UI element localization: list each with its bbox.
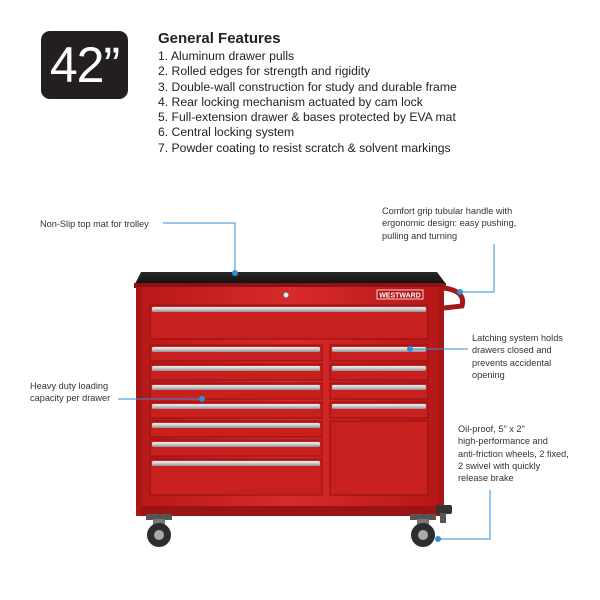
- feature-item: 6. Central locking system: [158, 125, 295, 140]
- brand-logo: WESTWARD: [379, 292, 421, 300]
- drawer-pull: [152, 423, 320, 428]
- callout-line-text: opening: [472, 369, 505, 380]
- feature-item: 5. Full-extension drawer & bases protected by EVA mat: [158, 110, 456, 125]
- leader-dot: [233, 271, 238, 276]
- leader-handle: [460, 244, 494, 292]
- leader-dot: [436, 537, 441, 542]
- drawer-pull: [152, 347, 320, 352]
- feature-item: 2. Rolled edges for strength and rigidity: [158, 64, 371, 79]
- drawer-pull: [152, 404, 320, 409]
- leader-dot: [200, 397, 205, 402]
- feature-item: 4. Rear locking mechanism actuated by cam lock: [158, 94, 423, 109]
- feature-item: 1. Aluminum drawer pulls: [158, 49, 295, 63]
- callout-line-text: pulling and turning: [382, 230, 458, 241]
- top-mat: [135, 272, 446, 284]
- callout-line-text: Comfort grip tubular handle with: [382, 206, 513, 216]
- callout-line-text: Heavy duty loading: [30, 381, 109, 391]
- drawer-pull: [332, 366, 426, 371]
- drawer-pull: [152, 385, 320, 390]
- feature-item: 7. Powder coating to resist scratch & solvent markings: [158, 140, 451, 155]
- drawer-pull: [332, 385, 426, 390]
- drawer-pull: [152, 307, 426, 312]
- caster-brake-icon: [436, 505, 452, 523]
- leader-top-mat: [163, 223, 235, 273]
- callout-line-text: drawers closed and: [472, 345, 552, 356]
- cabinet-right-edge: [438, 287, 444, 516]
- callout-line-text: ergonomic design: easy pushing,: [382, 218, 517, 229]
- leader-dot: [458, 290, 463, 295]
- drawer-pull: [152, 442, 320, 447]
- drawer-pull: [152, 366, 320, 371]
- callout-line-text: Non-Slip top mat for trolley: [40, 219, 149, 229]
- drawer-pull: [152, 461, 320, 466]
- callout-line-text: capacity per drawer: [30, 393, 111, 404]
- callout-line-text: high-performance and: [458, 436, 548, 447]
- callout-line-text: anti-friction wheels, 2 fixed,: [458, 448, 569, 459]
- drawer-right-deep: [330, 421, 428, 495]
- callout-line-text: 2 swivel with quickly: [458, 460, 541, 471]
- callout-line-text: Oil-proof, 5" x 2": [458, 424, 525, 434]
- callout-line-text: release brake: [458, 473, 514, 484]
- caster-left-front: [146, 514, 172, 547]
- cabinet-left-edge: [136, 287, 142, 516]
- drawer-pull: [332, 404, 426, 409]
- cabinet-base: [136, 506, 444, 516]
- features-title: General Features: [158, 30, 281, 47]
- central-lock-icon: [283, 292, 289, 298]
- caster-right-front: [410, 514, 436, 547]
- callout-line-text: Latching system holds: [472, 333, 563, 343]
- size-label: 42”: [49, 37, 120, 93]
- leader-dot: [408, 347, 413, 352]
- callout-line-text: prevents accidental: [472, 357, 552, 368]
- feature-item: 3. Double-wall construction for study and durable frame: [158, 79, 457, 94]
